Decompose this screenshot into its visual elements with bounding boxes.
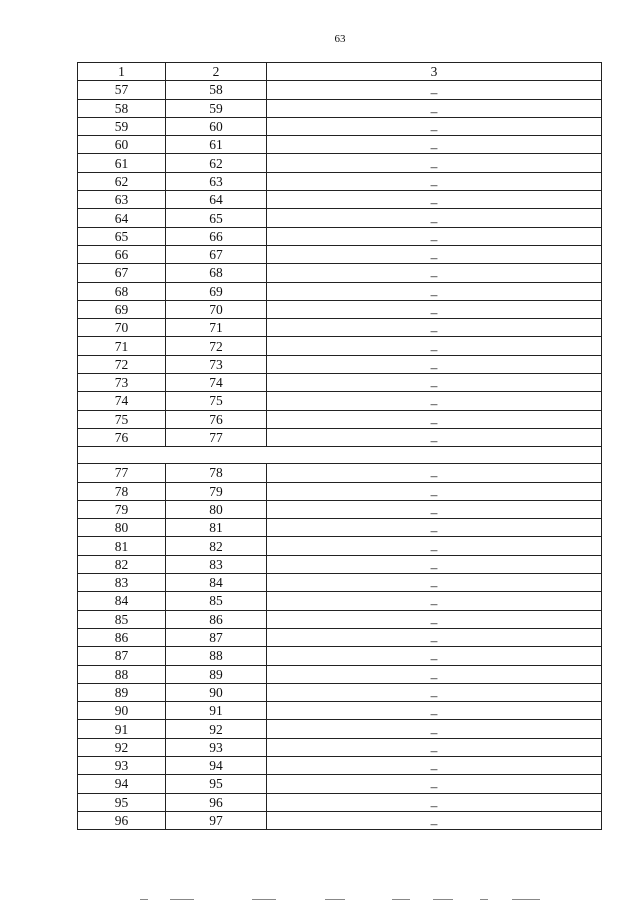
row-cell-col2: 79 [166,482,267,500]
row-cell-col2: 82 [166,537,267,555]
footer-scan-marks [140,899,540,901]
table-row [78,775,602,793]
row-cell-col3 [267,793,602,811]
empty-value-dash: – [430,504,438,519]
empty-value-dash: – [430,195,438,209]
row-cell-col1: 76 [78,428,166,446]
row-cell-col3 [267,428,602,446]
row-cell-col3 [267,172,602,190]
row-cell-col1: 74 [78,392,166,410]
row-cell-col1: 89 [78,683,166,701]
scan-mark [325,899,345,900]
row-cell-col3 [267,482,602,500]
scan-mark [512,899,540,900]
row-cell-col2: 86 [166,610,267,628]
row-cell-col3 [267,264,602,282]
scan-mark [392,899,410,900]
row-cell-col3 [267,355,602,373]
empty-value-dash: – [430,286,438,301]
row-cell-col1: 71 [78,337,166,355]
data-table [77,62,602,830]
row-cell-col3 [267,337,602,355]
row-cell-col3 [267,227,602,245]
row-cell-col1: 79 [78,500,166,518]
empty-value-dash: – [430,323,438,337]
empty-value-dash: – [430,378,438,392]
empty-value-dash: – [430,651,438,665]
row-cell-col1: 95 [78,793,166,811]
row-cell-col1: 77 [78,464,166,482]
empty-value-dash: – [430,541,438,556]
table-row [78,392,602,410]
row-cell-col3 [267,245,602,263]
table-row [78,811,602,829]
separator-cell [78,447,602,464]
row-cell-col1: 85 [78,610,166,628]
empty-value-dash: – [430,176,438,191]
row-cell-col2: 75 [166,392,267,410]
row-cell-col3 [267,756,602,774]
row-cell-col1: 78 [78,482,166,500]
empty-value-dash: – [430,433,438,447]
row-cell-col2: 83 [166,555,267,573]
empty-value-dash: – [430,724,438,739]
row-cell-col3 [267,300,602,318]
row-cell-col2: 61 [166,136,267,154]
row-cell-col1: 67 [78,264,166,282]
empty-value-dash: – [430,414,438,429]
row-cell-col3 [267,99,602,117]
row-cell-col2: 97 [166,811,267,829]
row-cell-col3 [267,136,602,154]
row-cell-col1: 69 [78,300,166,318]
row-cell-col2: 90 [166,683,267,701]
row-cell-col2: 76 [166,410,267,428]
row-cell-col1: 84 [78,592,166,610]
empty-value-dash: – [430,797,438,812]
empty-value-dash: – [430,687,438,702]
empty-value-dash: – [430,250,438,264]
table-row [78,482,602,500]
row-cell-col3 [267,574,602,592]
row-cell-col3 [267,537,602,555]
table-row [78,191,602,209]
row-cell-col2: 93 [166,738,267,756]
row-cell-col3 [267,464,602,482]
row-cell-col3 [267,392,602,410]
scan-mark [252,899,276,900]
row-cell-col1: 86 [78,628,166,646]
empty-value-dash: – [430,633,438,647]
row-cell-col1: 59 [78,117,166,135]
table-row [78,99,602,117]
table-row [78,647,602,665]
empty-value-dash: – [430,578,438,592]
empty-value-dash: – [430,359,438,374]
row-cell-col2: 58 [166,81,267,99]
row-cell-col3 [267,610,602,628]
row-cell-col2: 89 [166,665,267,683]
row-cell-col1: 70 [78,319,166,337]
row-cell-col1: 72 [78,355,166,373]
row-cell-col2: 77 [166,428,267,446]
empty-value-dash: – [430,85,438,100]
scan-mark [170,899,194,900]
row-cell-col3 [267,117,602,135]
empty-value-dash: – [430,103,438,118]
header-cell-2: 2 [166,63,267,81]
empty-value-dash: – [430,158,438,173]
row-cell-col1: 60 [78,136,166,154]
row-cell-col2: 59 [166,99,267,117]
empty-value-dash: – [430,486,438,501]
empty-value-dash: – [430,614,438,629]
row-cell-col2: 80 [166,500,267,518]
row-cell-col2: 78 [166,464,267,482]
row-cell-col2: 64 [166,191,267,209]
scan-mark [140,899,148,900]
table-row [78,738,602,756]
row-cell-col2: 70 [166,300,267,318]
row-cell-col1: 65 [78,227,166,245]
scan-mark [433,899,453,900]
empty-value-dash: – [430,341,438,356]
table-row [78,337,602,355]
row-cell-col3 [267,592,602,610]
table-row [78,245,602,263]
row-cell-col1: 63 [78,191,166,209]
row-cell-col1: 68 [78,282,166,300]
table-separator-row [78,447,602,464]
table-row [78,464,602,482]
row-cell-col2: 72 [166,337,267,355]
row-cell-col2: 88 [166,647,267,665]
row-cell-col3 [267,282,602,300]
row-cell-col1: 64 [78,209,166,227]
table-row [78,319,602,337]
row-cell-col3 [267,683,602,701]
row-cell-col3 [267,738,602,756]
row-cell-col2: 68 [166,264,267,282]
row-cell-col1: 62 [78,172,166,190]
row-cell-col1: 94 [78,775,166,793]
row-cell-col1: 58 [78,99,166,117]
empty-value-dash: – [430,140,438,154]
row-cell-col2: 96 [166,793,267,811]
page-number: 63 [334,33,346,45]
empty-value-dash: – [430,669,438,684]
row-cell-col3 [267,154,602,172]
table-row [78,574,602,592]
table-row [78,720,602,738]
row-cell-col3 [267,374,602,392]
row-cell-col2: 85 [166,592,267,610]
row-cell-col3 [267,702,602,720]
table-row [78,136,602,154]
row-cell-col3 [267,647,602,665]
table-row [78,500,602,518]
row-cell-col1: 93 [78,756,166,774]
table-row [78,410,602,428]
empty-value-dash: – [430,779,438,794]
row-cell-col3 [267,775,602,793]
table-row [78,117,602,135]
row-cell-col1: 82 [78,555,166,573]
row-cell-col1: 90 [78,702,166,720]
table-row [78,154,602,172]
empty-value-dash: – [430,523,438,537]
row-cell-col1: 83 [78,574,166,592]
empty-value-dash: – [430,231,438,246]
row-cell-col1: 80 [78,519,166,537]
table-header-row [78,63,602,81]
row-cell-col2: 67 [166,245,267,263]
row-cell-col3 [267,191,602,209]
row-cell-col1: 88 [78,665,166,683]
row-cell-col3 [267,555,602,573]
empty-value-dash: – [430,468,438,483]
row-cell-col2: 69 [166,282,267,300]
empty-value-dash: – [430,742,438,757]
row-cell-col1: 87 [78,647,166,665]
row-cell-col3 [267,628,602,646]
row-cell-col2: 71 [166,319,267,337]
table-row [78,227,602,245]
table-row [78,537,602,555]
empty-value-dash: – [430,596,438,611]
row-cell-col2: 87 [166,628,267,646]
header-cell-3: 3 [267,63,602,81]
table-row [78,702,602,720]
table-row [78,519,602,537]
row-cell-col2: 60 [166,117,267,135]
table-row [78,628,602,646]
table-row [78,355,602,373]
row-cell-col3 [267,665,602,683]
row-cell-col1: 92 [78,738,166,756]
row-cell-col3 [267,319,602,337]
row-cell-col1: 61 [78,154,166,172]
table-row [78,81,602,99]
row-cell-col2: 62 [166,154,267,172]
empty-value-dash: – [430,706,438,720]
row-cell-col2: 74 [166,374,267,392]
row-cell-col2: 66 [166,227,267,245]
table-row [78,683,602,701]
row-cell-col2: 95 [166,775,267,793]
table-row [78,665,602,683]
empty-value-dash: – [430,268,438,283]
row-cell-col1: 96 [78,811,166,829]
row-cell-col3 [267,720,602,738]
table-row [78,756,602,774]
row-cell-col2: 63 [166,172,267,190]
row-cell-col2: 94 [166,756,267,774]
empty-value-dash: – [430,213,438,228]
row-cell-col1: 57 [78,81,166,99]
scan-mark [480,899,488,900]
row-cell-col3 [267,410,602,428]
empty-value-dash: – [430,396,438,411]
table-row [78,282,602,300]
table-row [78,172,602,190]
table-row [78,793,602,811]
header-cell-1: 1 [78,63,166,81]
table-body [78,63,602,830]
row-cell-col3 [267,209,602,227]
table-row [78,610,602,628]
table-row [78,300,602,318]
empty-value-dash: – [430,816,438,830]
row-cell-col2: 81 [166,519,267,537]
table-row [78,428,602,446]
row-cell-col1: 81 [78,537,166,555]
row-cell-col2: 91 [166,702,267,720]
row-cell-col1: 66 [78,245,166,263]
row-cell-col3 [267,811,602,829]
table-row [78,374,602,392]
empty-value-dash: – [430,559,438,574]
row-cell-col1: 91 [78,720,166,738]
table-row [78,592,602,610]
empty-value-dash: – [430,122,438,136]
row-cell-col2: 65 [166,209,267,227]
row-cell-col2: 73 [166,355,267,373]
row-cell-col3 [267,81,602,99]
row-cell-col3 [267,519,602,537]
empty-value-dash: – [430,305,438,319]
row-cell-col2: 84 [166,574,267,592]
row-cell-col1: 75 [78,410,166,428]
table-row [78,209,602,227]
row-cell-col3 [267,500,602,518]
row-cell-col2: 92 [166,720,267,738]
empty-value-dash: – [430,761,438,775]
table-row [78,555,602,573]
row-cell-col1: 73 [78,374,166,392]
table-row [78,264,602,282]
